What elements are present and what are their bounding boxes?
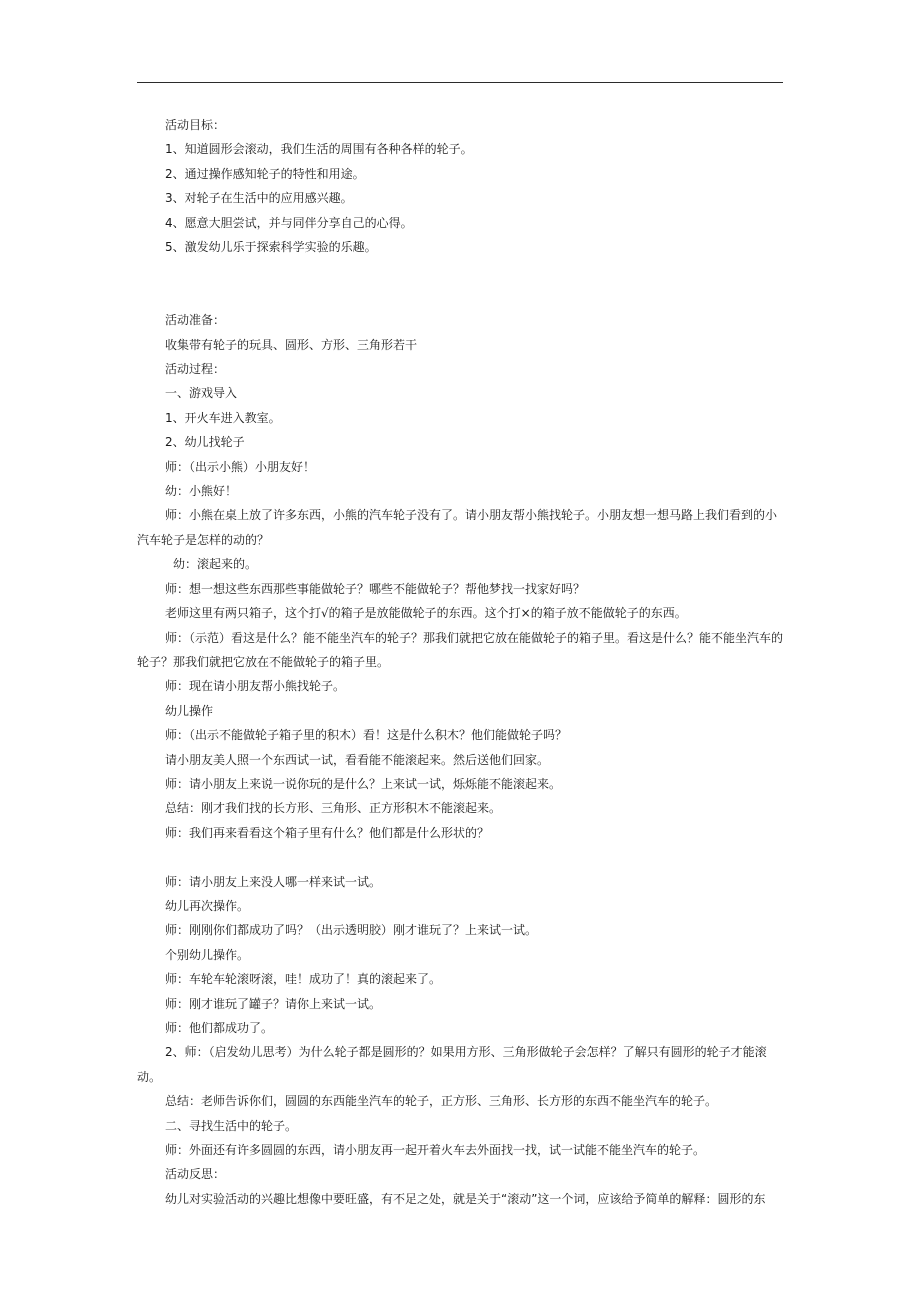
dialogue-paragraph: 师：小熊在桌上放了许多东西，小熊的汽车轮子没有了。请小朋友帮小熊找轮子。小朋友想一想马路上我们看到的小汽车轮子是怎样的动的？ xyxy=(137,508,778,547)
subsection-heading: 一、游戏导入 xyxy=(165,386,238,401)
dialogue-line: 幼儿再次操作。 xyxy=(165,898,250,913)
dialogue-line: 个别幼儿操作。 xyxy=(165,947,250,962)
summary-line: 总结：老师告诉你们，圆圆的东西能坐汽车的轮子，正方形、三角形、长方形的东西不能坐汽车的轮子。 xyxy=(165,1094,718,1109)
process-step: 2、幼儿找轮子 xyxy=(165,435,245,450)
subsection-heading: 幼儿操作 xyxy=(165,703,214,718)
blank-line xyxy=(137,284,785,308)
dialogue-line: 幼：小熊好！ xyxy=(165,484,238,499)
reflection-text: 幼儿对实验活动的兴趣比想像中要旺盛，有不足之处，就是关于“滚动”这一个词，应该给予简单的解释：圆形的东 xyxy=(165,1191,766,1206)
dialogue-line: 师：请小朋友上来没人哪一样来试一试。 xyxy=(165,874,382,889)
subsection-heading: 二、寻找生活中的轮子。 xyxy=(165,1118,298,1133)
section-heading-preparation: 活动准备： xyxy=(165,313,226,328)
header-rule xyxy=(137,82,783,83)
process-step: 1、开火车进入教室。 xyxy=(165,410,281,425)
blank-line xyxy=(137,259,785,283)
summary-line: 总结：刚才我们找的长方形、三角形、正方形积木不能滚起来。 xyxy=(165,801,502,816)
blank-line xyxy=(137,845,785,869)
dialogue-line: 幼：滚起来的。 xyxy=(173,557,258,572)
goal-item: 4、愿意大胆尝试，并与同伴分享自己的心得。 xyxy=(165,215,413,230)
dialogue-line: 请小朋友美人照一个东西试一试，看看能不能滚起来。然后送他们回家。 xyxy=(165,752,550,767)
goal-item: 2、通过操作感知轮子的特性和用途。 xyxy=(165,166,365,181)
preparation-text: 收集带有轮子的玩具、圆形、方形、三角形若干 xyxy=(165,337,418,352)
document-body xyxy=(137,113,785,1211)
dialogue-line: 师：刚刚你们都成功了吗？（出示透明胶）刚才谁玩了？上来试一试。 xyxy=(165,923,538,938)
goal-item: 1、知道圆形会滚动，我们生活的周围有各种各样的轮子。 xyxy=(165,142,473,157)
dialogue-paragraph: 2、师：（启发幼儿思考）为什么轮子都是圆形的？如果用方形、三角形做轮子会怎样？了解只有圆形的轮子才能滚动。 xyxy=(137,1045,767,1084)
dialogue-line: 师：请小朋友上来说一说你玩的是什么？上来试一试，烁烁能不能滚起来。 xyxy=(165,776,562,791)
dialogue-line: 师：他们都成功了。 xyxy=(165,1020,274,1035)
dialogue-line: 师：（出示不能做轮子箱子里的积木）看！这是什么积木？他们能做轮子吗？ xyxy=(165,728,568,743)
dialogue-line: 师：（出示小熊）小朋友好！ xyxy=(165,459,316,474)
dialogue-line: 师：想一想这些东西那些事能做轮子？哪些不能做轮子？帮他梦找一找家好吗？ xyxy=(165,581,586,596)
goal-item: 5、激发幼儿乐于探索科学实验的乐趣。 xyxy=(165,240,377,255)
section-heading-process: 活动过程： xyxy=(165,362,226,377)
dialogue-line: 师：车轮车轮滚呀滚，哇！成功了！真的滚起来了。 xyxy=(165,972,442,987)
dialogue-line: 老师这里有两只箱子，这个打√的箱子是放能做轮子的东西。这个打×的箱子放不能做轮子的东西。 xyxy=(165,606,687,621)
goal-item: 3、对轮子在生活中的应用感兴趣。 xyxy=(165,191,353,206)
section-heading-reflection: 活动反思： xyxy=(165,1167,226,1182)
dialogue-line: 师：现在请小朋友帮小熊找轮子。 xyxy=(165,679,346,694)
dialogue-line: 师：刚才谁玩了罐子？请你上来试一试。 xyxy=(165,996,382,1011)
dialogue-line: 师：外面还有许多圆圆的东西，请小朋友再一起开着火车去外面找一找，试一试能不能坐汽车的轮子。 xyxy=(165,1143,706,1158)
section-heading-goals: 活动目标： xyxy=(165,118,226,132)
dialogue-line: 师：我们再来看看这个箱子里有什么？他们都是什么形状的？ xyxy=(165,825,490,840)
dialogue-paragraph: 师：（示范）看这是什么？能不能坐汽车的轮子？那我们就把它放在能做轮子的箱子里。看这是什么？能不能坐汽车的轮子？那我们就把它放在不能做轮子的箱子里。 xyxy=(137,630,784,669)
